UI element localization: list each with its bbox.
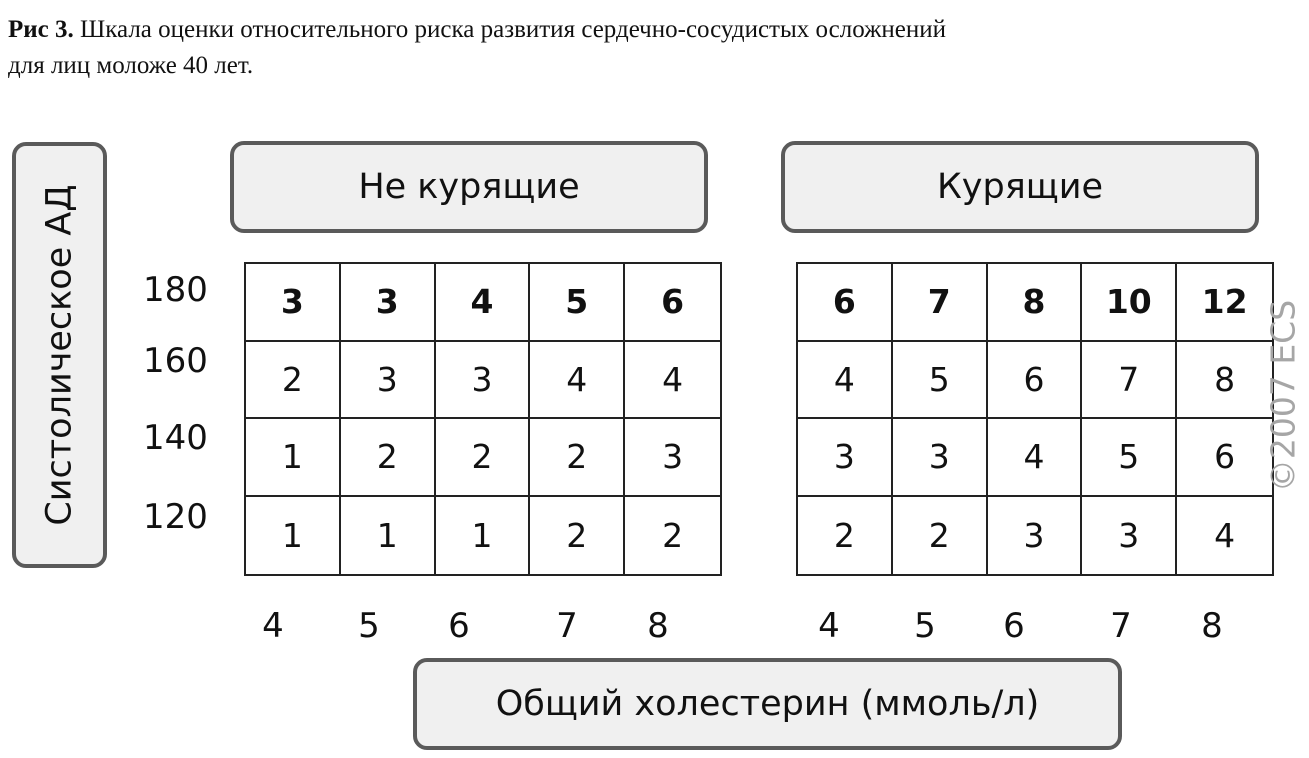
risk-cell: 3	[436, 342, 531, 420]
non-smokers-label: Не курящие	[358, 167, 580, 207]
cholesterol-tick: 5	[358, 606, 380, 646]
risk-cell: 6	[798, 264, 893, 342]
risk-cell: 2	[436, 419, 531, 497]
cholesterol-tick: 7	[556, 606, 578, 646]
caption-prefix: Рис 3.	[8, 16, 74, 43]
non-smokers-header	[230, 141, 708, 233]
risk-cell: 8	[1177, 342, 1272, 420]
risk-cell: 2	[893, 497, 988, 575]
risk-cell: 1	[341, 497, 436, 575]
risk-cell: 3	[988, 497, 1083, 575]
sbp-axis-label: Систолическое АД	[39, 184, 80, 526]
sbp-axis-label-box	[12, 142, 107, 568]
cholesterol-tick: 8	[1201, 606, 1223, 646]
risk-cell: 4	[798, 342, 893, 420]
risk-cell: 3	[341, 264, 436, 342]
risk-cell: 1	[436, 497, 531, 575]
sbp-tick-140: 140	[143, 418, 208, 458]
risk-cell: 3	[246, 264, 341, 342]
caption-text: Шкала оценки относительного риска развития сердечно-сосудистых осложнений	[80, 16, 946, 43]
risk-cell: 1	[246, 419, 341, 497]
risk-cell: 5	[893, 342, 988, 420]
risk-cell: 2	[798, 497, 893, 575]
risk-cell: 4	[1214, 515, 1236, 555]
cholesterol-tick: 4	[262, 606, 284, 646]
risk-cell: 6	[1177, 419, 1272, 497]
risk-cell: 3	[798, 419, 893, 497]
risk-cell: 7	[1082, 342, 1177, 420]
non-smokers-risk-table	[244, 262, 722, 576]
copyright-notice: ©2007 ECS	[1263, 299, 1303, 493]
risk-cell: 3	[625, 419, 720, 497]
risk-cell: 6	[988, 342, 1083, 420]
risk-cell: 4	[988, 419, 1083, 497]
risk-cell: 5	[1082, 419, 1177, 497]
risk-cell: 8	[988, 264, 1083, 342]
risk-cell: 4	[530, 342, 625, 420]
cholesterol-tick: 5	[914, 606, 936, 646]
sbp-tick-180: 180	[143, 270, 208, 310]
risk-cell: 7	[893, 264, 988, 342]
smokers-header	[781, 141, 1259, 233]
cholesterol-tick: 8	[647, 606, 669, 646]
risk-cell: 4	[436, 264, 531, 342]
sbp-tick-120: 120	[143, 497, 208, 537]
risk-cell: 5	[530, 264, 625, 342]
risk-cell: 2	[530, 419, 625, 497]
risk-cell: 3	[341, 342, 436, 420]
smokers-label: Курящие	[936, 167, 1104, 207]
smokers-risk-table	[796, 262, 1274, 576]
risk-cell: 4	[625, 342, 720, 420]
risk-cell: 6	[625, 264, 720, 342]
risk-cell: 2	[530, 497, 625, 575]
cholesterol-tick: 7	[1110, 606, 1132, 646]
cholesterol-tick: 6	[448, 606, 470, 646]
cholesterol-axis-label: Общий холестерин (ммоль/л)	[495, 684, 1040, 724]
risk-cell: 10	[1082, 264, 1177, 342]
cholesterol-axis-label-box	[413, 658, 1122, 750]
risk-cell: 2	[246, 342, 341, 420]
sbp-tick-160: 160	[143, 341, 208, 381]
cholesterol-tick: 4	[818, 606, 840, 646]
risk-cell: 2	[341, 419, 436, 497]
figure-caption	[8, 12, 1309, 84]
cholesterol-tick: 6	[1003, 606, 1025, 646]
risk-cell: 12	[1177, 264, 1272, 342]
risk-cell: 2	[662, 515, 684, 555]
caption-line2: для лиц моложе 40 лет.	[8, 52, 254, 79]
risk-cell: 1	[246, 497, 341, 575]
risk-cell: 3	[1082, 497, 1177, 575]
risk-cell: 3	[893, 419, 988, 497]
